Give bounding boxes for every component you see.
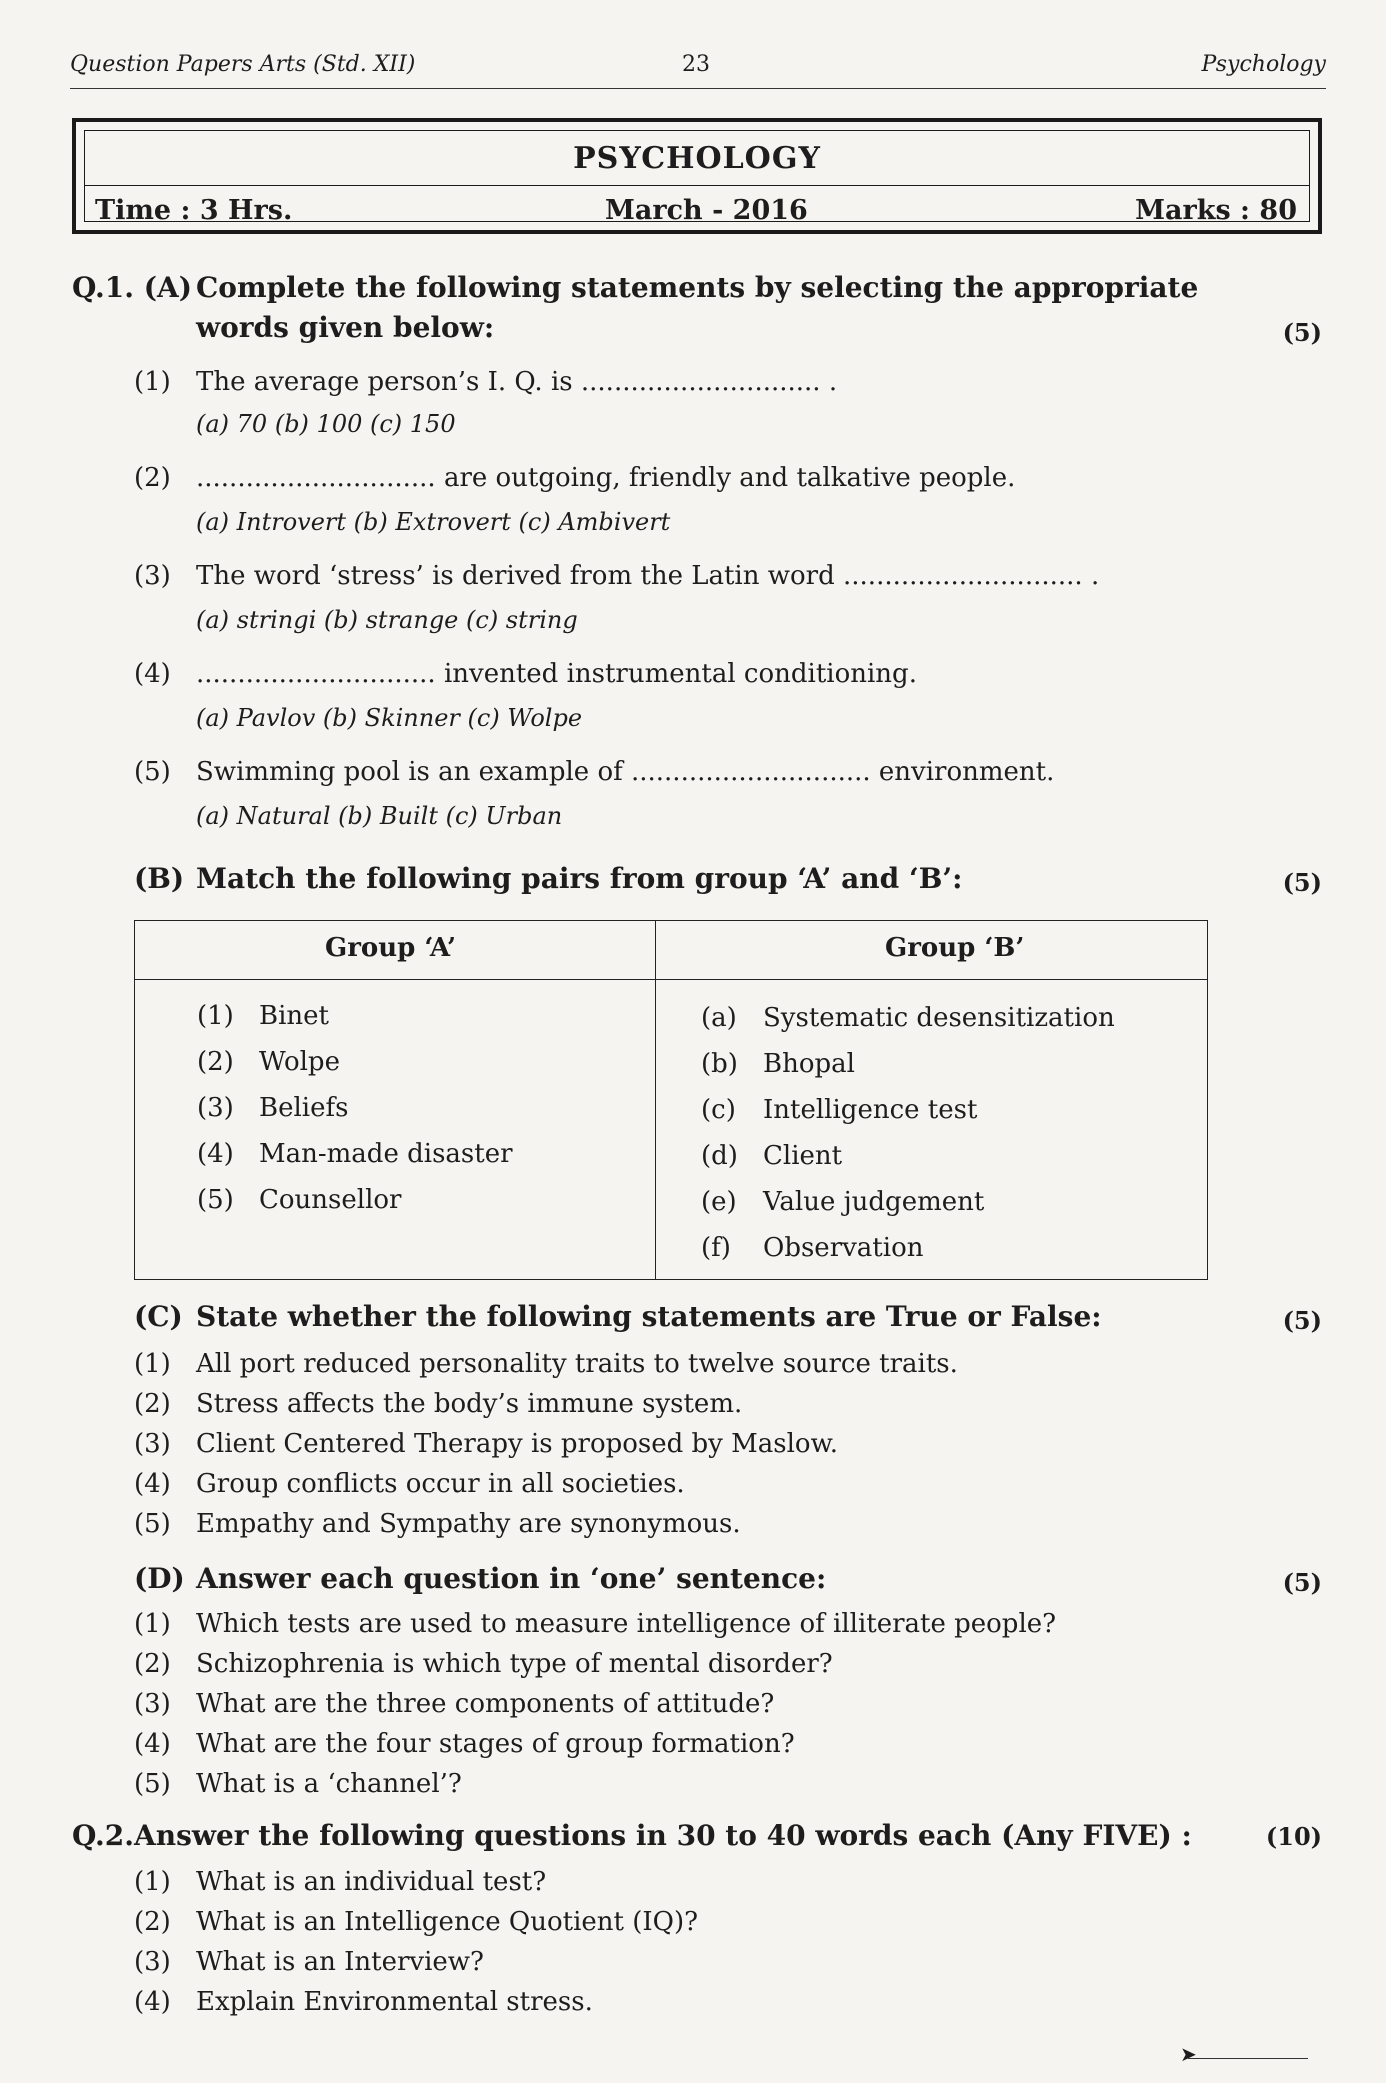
- item-number: (2): [134, 1907, 171, 1937]
- item-text: Empathy and Sympathy are synonymous.: [196, 1509, 741, 1539]
- item-text: What are the four stages of group formation?: [196, 1729, 795, 1759]
- item-text: What is an Intelligence Quotient (IQ)?: [196, 1907, 699, 1937]
- row-letter: (e): [701, 1187, 737, 1217]
- row-number: (2): [197, 1047, 234, 1077]
- item-number: (5): [134, 1509, 171, 1539]
- row-number: (3): [197, 1093, 234, 1123]
- q1d-marks: (5): [1282, 1568, 1322, 1597]
- paper-time: Time : 3 Hrs.: [95, 195, 293, 226]
- row-letter: (c): [701, 1095, 736, 1125]
- item-text: What is an Interview?: [196, 1947, 484, 1977]
- q1a-instruction: Complete the following statements by selecting the appropriate words given below:: [196, 271, 1199, 344]
- paper-title-box: [72, 118, 1322, 234]
- row-number: (1): [197, 1001, 234, 1031]
- item-number: (5): [134, 1769, 171, 1799]
- q2-label: Q.2.: [72, 1819, 134, 1852]
- section-instruction: State whether the following statements are True or False:: [196, 1300, 1102, 1333]
- paper-date: March - 2016: [605, 195, 808, 226]
- row-text: Intelligence test: [763, 1095, 978, 1125]
- row-text: Beliefs: [259, 1093, 349, 1123]
- item-text: ............................. are outgoing, friendly and talkative people.: [196, 463, 1016, 493]
- book-title: Question Papers Arts (Std. XII): [70, 52, 416, 77]
- item-number: (1): [134, 1867, 171, 1897]
- section-instruction: Match the following pairs from group ‘A’ and ‘B’:: [196, 862, 963, 895]
- item-text: What is an individual test?: [196, 1867, 547, 1897]
- q1c-marks: (5): [1282, 1306, 1322, 1335]
- q1a-item-5-options: (a) Natural (b) Built (c) Urban: [196, 802, 563, 830]
- row-text: Value judgement: [763, 1187, 985, 1217]
- section-label: (C): [134, 1300, 183, 1333]
- row-letter: (d): [701, 1141, 738, 1171]
- item-text: Which tests are used to measure intelligence of illiterate people?: [196, 1609, 1057, 1639]
- q1a-heading: [72, 268, 1322, 352]
- row-letter: (a): [701, 1003, 737, 1033]
- paper-title: PSYCHOLOGY: [573, 141, 821, 176]
- subject-name: Psychology: [1201, 52, 1326, 77]
- row-text: Bhopal: [763, 1049, 855, 1079]
- item-number: (5): [134, 757, 171, 787]
- item-number: (3): [134, 1429, 171, 1459]
- item-number: (4): [134, 1987, 171, 2017]
- item-text: All port reduced personality traits to twelve source traits.: [196, 1349, 958, 1379]
- item-number: (3): [134, 1947, 171, 1977]
- item-text: Client Centered Therapy is proposed by Maslow.: [196, 1429, 839, 1459]
- row-number: (4): [197, 1139, 234, 1169]
- running-header: [70, 48, 1326, 89]
- q2-heading: [72, 1816, 1282, 1856]
- row-text: Wolpe: [259, 1047, 340, 1077]
- item-text: The average person’s I. Q. is ............................. .: [196, 367, 838, 397]
- item-text: What are the three components of attitude?: [196, 1689, 775, 1719]
- q1a-item-3-options: (a) stringi (b) strange (c) string: [196, 606, 578, 634]
- item-text: Swimming pool is an example of ............................. environment.: [196, 757, 1055, 787]
- row-letter: (f): [701, 1233, 731, 1263]
- q1a-item-4-options: (a) Pavlov (b) Skinner (c) Wolpe: [196, 704, 583, 732]
- q1b-marks: (5): [1282, 868, 1322, 897]
- item-number: (4): [134, 1469, 171, 1499]
- row-text: Client: [763, 1141, 843, 1171]
- section-label: (D): [134, 1562, 185, 1595]
- column-divider: [655, 921, 656, 1279]
- row-text: Counsellor: [259, 1185, 402, 1215]
- continue-arrow-icon: ➤: [1180, 2042, 1197, 2066]
- item-number: (1): [134, 1609, 171, 1639]
- section-instruction: Answer each question in ‘one’ sentence:: [196, 1562, 827, 1595]
- row-text: Systematic desensitization: [763, 1003, 1115, 1033]
- item-number: (2): [134, 1389, 171, 1419]
- item-number: (3): [134, 1689, 171, 1719]
- paper-title-inner-border: [84, 130, 1310, 226]
- continue-line: [1188, 2058, 1308, 2059]
- q1a-item-1-options: (a) 70 (b) 100 (c) 150: [196, 410, 456, 438]
- item-text: Schizophrenia is which type of mental disorder?: [196, 1649, 833, 1679]
- item-text: ............................. invented instrumental conditioning.: [196, 659, 917, 689]
- title-divider: [85, 185, 1309, 186]
- row-text: Man-made disaster: [259, 1139, 513, 1169]
- group-a-header: Group ‘A’: [325, 933, 456, 963]
- item-text: What is a ‘channel’?: [196, 1769, 462, 1799]
- item-text: The word ‘stress’ is derived from the Latin word ............................. .: [196, 561, 1100, 591]
- item-number: (1): [134, 1349, 171, 1379]
- item-number: (2): [134, 463, 171, 493]
- paper-marks: Marks : 80: [1135, 195, 1297, 226]
- section-label: (B): [134, 862, 185, 895]
- q2-instruction: Answer the following questions in 30 to 40 words each (Any FIVE) :: [134, 1819, 1192, 1852]
- match-table: [134, 920, 1208, 1280]
- item-number: (1): [134, 367, 171, 397]
- row-text: Observation: [763, 1233, 924, 1263]
- item-text: Stress affects the body’s immune system.: [196, 1389, 743, 1419]
- q1a-item-2-options: (a) Introvert (b) Extrovert (c) Ambivert: [196, 508, 671, 536]
- group-b-header: Group ‘B’: [885, 933, 1025, 963]
- item-number: (4): [134, 1729, 171, 1759]
- page-number: 23: [682, 52, 710, 77]
- item-text: Explain Environmental stress.: [196, 1987, 593, 2017]
- item-number: (2): [134, 1649, 171, 1679]
- item-text: Group conflicts occur in all societies.: [196, 1469, 685, 1499]
- q2-marks: (10): [1265, 1822, 1322, 1851]
- q1a-marks: (5): [1282, 318, 1322, 347]
- header-divider: [135, 979, 1207, 980]
- item-number: (3): [134, 561, 171, 591]
- item-number: (4): [134, 659, 171, 689]
- row-number: (5): [197, 1185, 234, 1215]
- q1-label: Q.1. (A): [72, 271, 192, 304]
- row-letter: (b): [701, 1049, 738, 1079]
- row-text: Binet: [259, 1001, 330, 1031]
